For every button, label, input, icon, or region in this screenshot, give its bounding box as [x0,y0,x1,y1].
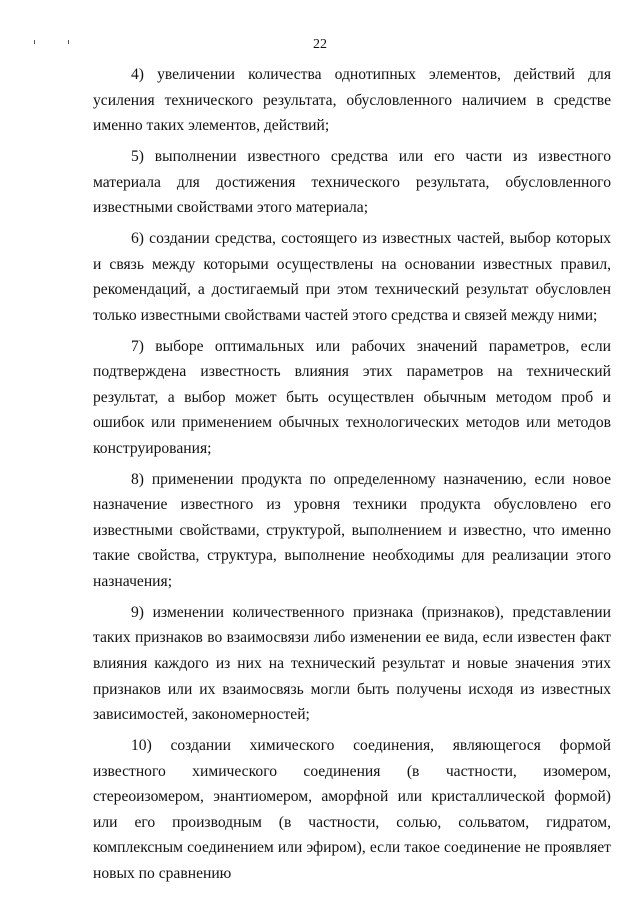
paragraph-item-6: 6) создании средства, состоящего из известных частей, выбор которых и связь между которыми осуществлены на основании известных правил, рекомендаций, а достигаемый при этом технический результат обусловлен только известными свойствами частей этого средства и связей между ними; [93,229,611,324]
paragraph-item-7: 7) выборе оптимальных или рабочих значений параметров, если подтверждена известность влияния этих параметров на технический результат, а выбор может быть осуществлен обычным методом проб и ошибок или применением обычных технологических методов или методов конструирования; [93,337,611,457]
paragraph-item-8: 8) применении продукта по определенному назначению, если новое назначение известного из уровня техники продукта обусловлено его известными свойствами, структурой, выполнением и известно, что именно такие свойства, структура, выполнение необходимы для реализации этого назначения; [93,470,611,591]
page-number: 22 [313,37,327,52]
paragraph-item-4: 4) увеличении количества однотипных элементов, действий для усиления технического результата, обусловленного наличием в средстве именно таких элементов, действий; [93,66,611,135]
paragraph-item-9: 9) изменении количественного признака (признаков), представлении таких признаков во взаимосвязи либо изменении ее вида, если известен факт влияния каждого из них на технический результат и новые значения этих признаков или их взаимосвязь могли быть получены исходя из известных зависимостей, закономерностей; [93,603,611,724]
body-text [93,62,611,882]
paragraph-item-10: 10) создании химического соединения, являющегося формой известного химического соединения (в частности, изомером, стереоизомером, энантиомером, аморфной или кристаллической формой) или его производным (в частности, солью, сольватом, гидратом, комплексным соединением или эфиром), если такое соединение не проявляет новых по сравнению [93,736,611,882]
paragraph-item-5: 5) выполнении известного средства или его части из известного материала для достижения технического результата, обусловленного известными свойствами этого материала; [93,147,611,217]
